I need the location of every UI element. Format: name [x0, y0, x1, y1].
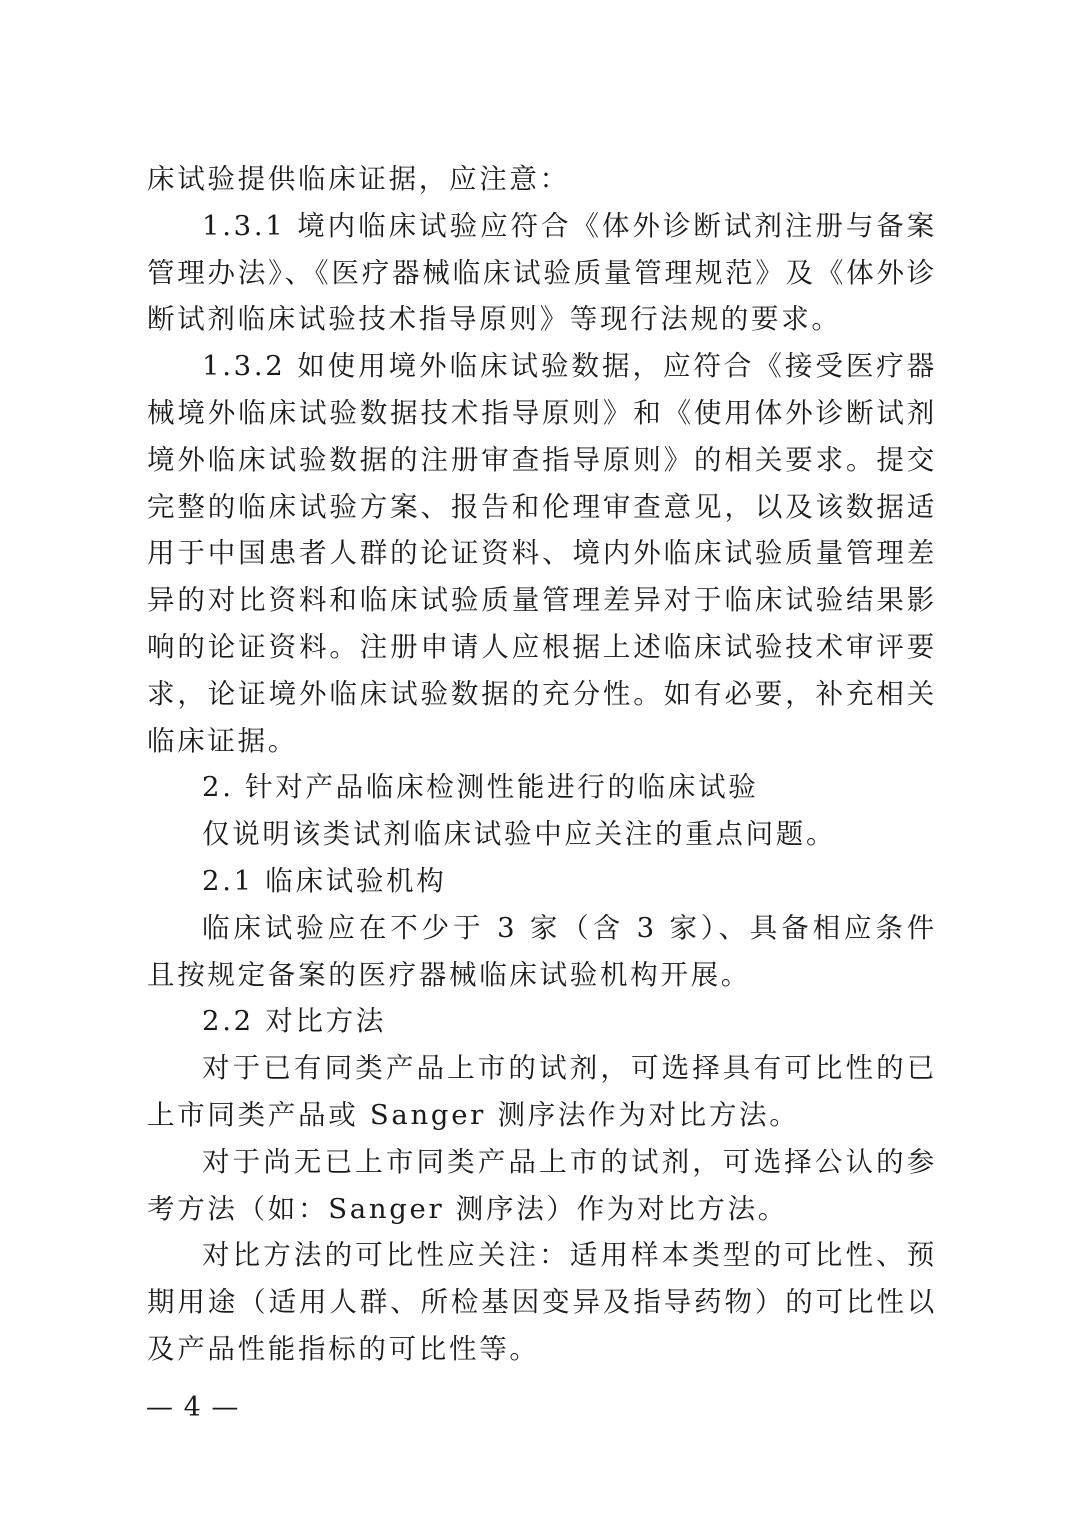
paragraph-2-2-body-3: 对比方法的可比性应关注：适用样本类型的可比性、预期用途（适用人群、所检基因变异及指导药物）的可比性以及产品性能指标的可比性等。 [147, 1239, 937, 1365]
heading-section-2-1: 2.1 临床试验机构 [202, 864, 447, 897]
paragraph-2-2-body-1: 对于已有同类产品上市的试剂，可选择具有可比性的已上市同类产品或 Sanger 测序法作为对比方法。 [147, 1052, 937, 1131]
paragraph-1-3-2: 1.3.2 如使用境外临床试验数据，应符合《接受医疗器械境外临床试验数据技术指导原则》和《使用体外诊断试剂境外临床试验数据的注册审查指导原则》的相关要求。提交完整的临床试验方案、报告和伦理审查意见，以及该数据适用于中国患者人群的论证资料、境内外临床试验质量管理差异的对比资料和临床试验质量管理差异对于临床试验结果影响的论证资料。注册申请人应根据上述临床试验技术审评要求，论证境外临床试验数据的充分性。如有必要，补充相关临床证据。 [147, 350, 937, 757]
heading-section-2: 2. 针对产品临床检测性能进行的临床试验 [202, 771, 759, 804]
paragraph-2-1-body: 临床试验应在不少于 3 家（含 3 家）、具备相应条件且按规定备案的医疗器械临床试验机构开展。 [147, 911, 937, 991]
paragraph-continuation: 床试验提供临床证据，应注意： [147, 163, 570, 195]
heading-section-2-2: 2.2 对比方法 [202, 1005, 387, 1038]
paragraph-section-2-intro: 仅说明该类试剂临床试验中应关注的重点问题。 [202, 818, 837, 851]
paragraph-1-3-1: 1.3.1 境内临床试验应符合《体外诊断试剂注册与备案管理办法》、《医疗器械临床试验质量管理规范》及《体外诊断试剂临床试验技术指导原则》等现行法规的要求。 [147, 209, 937, 336]
body-text [147, 156, 937, 1373]
paragraph-2-2-body-2: 对于尚无已上市同类产品上市的试剂，可选择公认的参考方法（如：Sanger 测序法）作为对比方法。 [147, 1145, 937, 1225]
page-number: — 4 — [146, 1392, 240, 1423]
